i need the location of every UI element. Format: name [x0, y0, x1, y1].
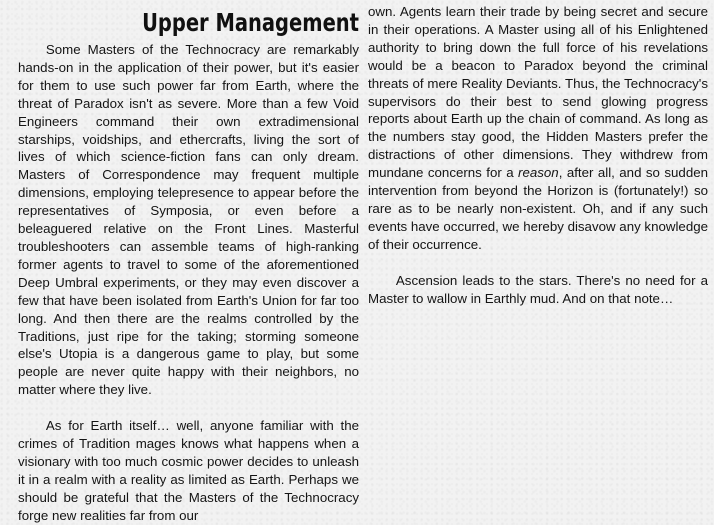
- body-paragraph-4: Ascension leads to the stars. There's no need for a Master to wallow in Earthly mud. And on that note…: [368, 272, 708, 306]
- section-heading: Upper Management: [142, 8, 359, 37]
- body-paragraph-3-part-b: , after all, and so sudden intervention from beyond the Horizon is (fortunately!) so rare as to be nearly non-existent. Oh, and if any such events have occurred, we hereby disavow any knowledge of their occurrence.: [368, 165, 709, 252]
- emphasis-reason: reason: [518, 165, 559, 181]
- body-paragraph-1: Some Masters of the Technocracy are remarkably hands-on in the application of their power, but it's easier for them to use such power far from Earth, where the threat of Paradox isn't as severe. More than a few Void Engineers command their own extradimensional starships, voidships, and ethercrafts, living the sort of lives of which science-fiction fans can only dream. Masters of Correspondence may frequent multiple dimensions, employing telepresence to appear before the representatives of Symposia, or even before a beleaguered relative on the Front Lines. Masterful troubleshooters can assemble teams of high-ranking former agents to travel to some of the aforementioned Deep Umbral experiments, or they may even discover a few that have been isolated from Earth's Union for far too long. And then there are the realms controlled by the Traditions, just ripe for the taking; storming someone else's Utopia is a dangerous game to play, but some people are never quite happy with their neighbors, no matter where they live.: [18, 42, 359, 398]
- right-column: [362, 0, 714, 308]
- body-paragraph-3-part-a: own. Agents learn their trade by being secret and secure in their operations. A Master using all of his Enlightened authority to bring down the full force of his revelations would be a beacon to Paradox beyond the criminal threats of mere Reality Deviants. Thus, the Technocracy's supervisors do their best to send glowing progress reports about Earth up the chain of command. As long as the numbers stay good, the Hidden Masters prefer the distractions of other dimensions. They withdrew from mundane concerns for a: [368, 4, 708, 181]
- body-paragraph-3: [368, 3, 708, 254]
- body-paragraph-2: As for Earth itself… well, anyone familiar with the crimes of Tradition mages knows what happens when a visionary with too much cosmic power decides to unleash it in a realm with a reality as limited as Earth. Perhaps we should be grateful that the Masters of the Technocracy forge new realities far from our: [18, 418, 359, 523]
